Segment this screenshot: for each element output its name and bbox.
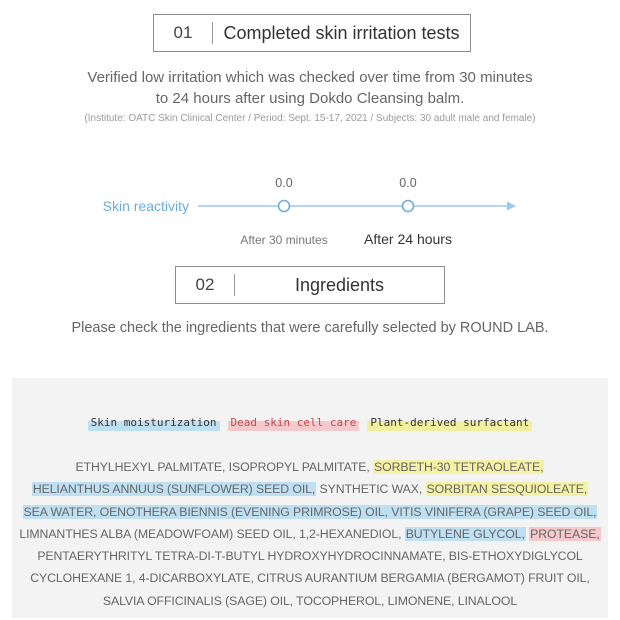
ingredients-panel: [12, 378, 608, 618]
section-number: 01: [154, 22, 213, 44]
ingredient-text: ETHYLHEXYL PALMITATE, ISOPROPYL PALMITATE,: [75, 460, 374, 474]
ingredient-line: PENTAERYTHRITYL TETRA-DI-T-BUTYL HYDROXYHYDROCINNAMATE, BIS-ETHOXYDIGLYCOL: [37, 549, 583, 564]
ingredient-moisturizing: BUTYLENE GLYCOL,: [405, 526, 525, 541]
section-title: Completed skin irritation tests: [223, 22, 460, 43]
category-label: After 24 hours: [364, 231, 452, 247]
ingredient-line: [12, 501, 608, 523]
intro-line-1: Verified low irritation which was checked over time from 30 minutes: [87, 69, 533, 86]
ingredient-plant: SORBETH-30 TETRAOLEATE,: [374, 460, 544, 474]
legend: [12, 414, 608, 431]
study-note: (Institute: OATC Skin Clinical Center / Period: Sept. 15-17, 2021 / Subjects: 30 adult male and female): [84, 113, 536, 124]
ingredients-intro: Please check the ingredients that were carefully selected by ROUND LAB.: [71, 320, 549, 336]
ingredient-plant: SORBITAN SESQUIOLEATE,: [426, 482, 588, 497]
data-label: 0.0: [275, 176, 293, 190]
ingredient-moisturizing: SEA WATER, OENOTHERA BIENNIS (EVENING PRIMROSE) OIL, VITIS VINIFERA (GRAPE) SEED OIL,: [23, 504, 597, 519]
section-header-ingredients: [175, 266, 445, 304]
legend-plant-surfactant: Plant-derived surfactant: [367, 414, 532, 431]
ingredient-line: [12, 523, 608, 545]
ingredient-dead-skin: PROTEASE,: [530, 526, 600, 541]
ingredient-line: [12, 456, 608, 478]
ingredient-line: SALVIA OFFICINALIS (SAGE) OIL, TOCOPHEROL, LIMONENE, LINALOOL: [102, 593, 518, 608]
data-label: 0.0: [399, 176, 417, 190]
section-title: Ingredients: [294, 274, 385, 295]
ingredient-text: SYNTHETIC WAX,: [316, 482, 426, 497]
axis-arrow: [507, 202, 516, 211]
legend-moisturization: Skin moisturization: [88, 414, 220, 431]
intro-line-2: to 24 hours after using Dokdo Cleansing balm.: [155, 90, 465, 107]
ingredient-moisturizing: HELIANTHUS ANNUUS (SUNFLOWER) SEED OIL,: [32, 482, 316, 497]
ingredient-line: CYCLOHEXANE 1, 4-DICARBOXYLATE, CITRUS AURANTIUM BERGAMIA (BERGAMOT) FRUIT OIL,: [30, 571, 590, 586]
data-point: [279, 201, 290, 212]
ingredient-line: [12, 478, 608, 500]
skin-reactivity-chart: [0, 160, 620, 260]
section-header-irritation: [153, 14, 471, 52]
data-point: [403, 201, 414, 212]
series-label: Skin reactivity: [102, 198, 189, 214]
category-label: After 30 minutes: [240, 233, 328, 247]
ingredient-list: [12, 456, 608, 612]
chart-svg: [0, 160, 620, 260]
ingredient-text: LIMNANTHES ALBA (MEADOWFOAM) SEED OIL, 1,2-HEXANEDIOL,: [19, 526, 405, 541]
section-number: 02: [176, 274, 235, 296]
legend-dead-skin: Dead skin cell care: [228, 414, 360, 431]
